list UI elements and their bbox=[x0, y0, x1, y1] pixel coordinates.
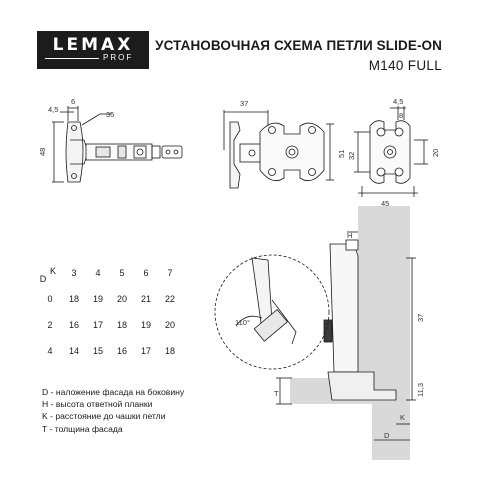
label-k: K bbox=[400, 413, 406, 422]
dim-offset: 4,5 bbox=[393, 97, 404, 106]
table-corner-k: K bbox=[49, 266, 56, 276]
legend-item: H - высота ответной планки bbox=[42, 399, 153, 410]
table-cell: 21 bbox=[140, 294, 151, 304]
table-cell: 16 bbox=[116, 346, 127, 356]
dim-hole-diameter: 4,5 bbox=[48, 105, 59, 114]
dim-37: 37 bbox=[416, 313, 425, 322]
legend-item: D - наложение фасада на боковину bbox=[42, 387, 185, 397]
table-cell: 17 bbox=[140, 346, 151, 356]
logo-brand-text: LEMAX bbox=[52, 35, 134, 55]
table-header: 5 bbox=[119, 268, 125, 278]
table-row-label: 4 bbox=[47, 346, 53, 356]
table-cell: 19 bbox=[92, 294, 103, 304]
hinge-side-view bbox=[52, 106, 182, 182]
legend bbox=[42, 386, 184, 435]
label-open-angle: 110° bbox=[235, 318, 250, 327]
page-subtitle: M140 FULL bbox=[368, 58, 442, 73]
open-angle-detail bbox=[215, 255, 329, 369]
dim-inner-top: 8 bbox=[399, 111, 404, 120]
dim-plate-width: 45 bbox=[381, 199, 390, 208]
table-cell: 22 bbox=[164, 294, 175, 304]
table-cell: 18 bbox=[116, 320, 127, 330]
dim-plate-height: 51 bbox=[337, 149, 346, 158]
table-row-label: 0 bbox=[47, 294, 53, 304]
dim-cup-diameter: 35 bbox=[106, 110, 115, 119]
table-cell: 18 bbox=[164, 346, 175, 356]
label-d: D bbox=[384, 431, 390, 440]
label-h: H bbox=[347, 231, 353, 240]
dim-11-3: 11,3 bbox=[416, 382, 425, 397]
table-cell: 18 bbox=[68, 294, 79, 304]
table-cell: 19 bbox=[140, 320, 151, 330]
legend-item: T - толщина фасада bbox=[42, 423, 123, 434]
logo-sub-text: PROF bbox=[103, 53, 134, 62]
label-t: T bbox=[274, 389, 279, 398]
page-title: УСТАНОВОЧНАЯ СХЕМА ПЕТЛИ SLIDE-ON bbox=[155, 38, 442, 53]
dim-hole-spacing: 32 bbox=[347, 151, 356, 160]
table-header: 7 bbox=[167, 268, 173, 278]
mounting-plate-front-view bbox=[260, 123, 334, 181]
table-header: 3 bbox=[71, 268, 77, 278]
table-cell: 15 bbox=[92, 346, 103, 356]
dim-plate-side: 20 bbox=[431, 148, 440, 157]
table-corner-d: D bbox=[39, 274, 47, 284]
table-row-label: 2 bbox=[47, 320, 53, 330]
table-header: 6 bbox=[143, 268, 149, 278]
section-drawing bbox=[276, 206, 416, 460]
table-header: 4 bbox=[95, 268, 101, 278]
table-cell: 20 bbox=[164, 320, 175, 330]
dim-top: 6 bbox=[71, 97, 76, 106]
legend-item: K - расстояние до чашки петли bbox=[42, 411, 166, 422]
dim-width: 37 bbox=[240, 99, 249, 108]
table-cell: 14 bbox=[68, 346, 79, 356]
table-cell: 20 bbox=[116, 294, 127, 304]
dim-height: 48 bbox=[38, 147, 47, 156]
table-cell: 16 bbox=[68, 320, 79, 330]
plate-drilling-view bbox=[354, 106, 428, 197]
table-cell: 17 bbox=[92, 320, 103, 330]
